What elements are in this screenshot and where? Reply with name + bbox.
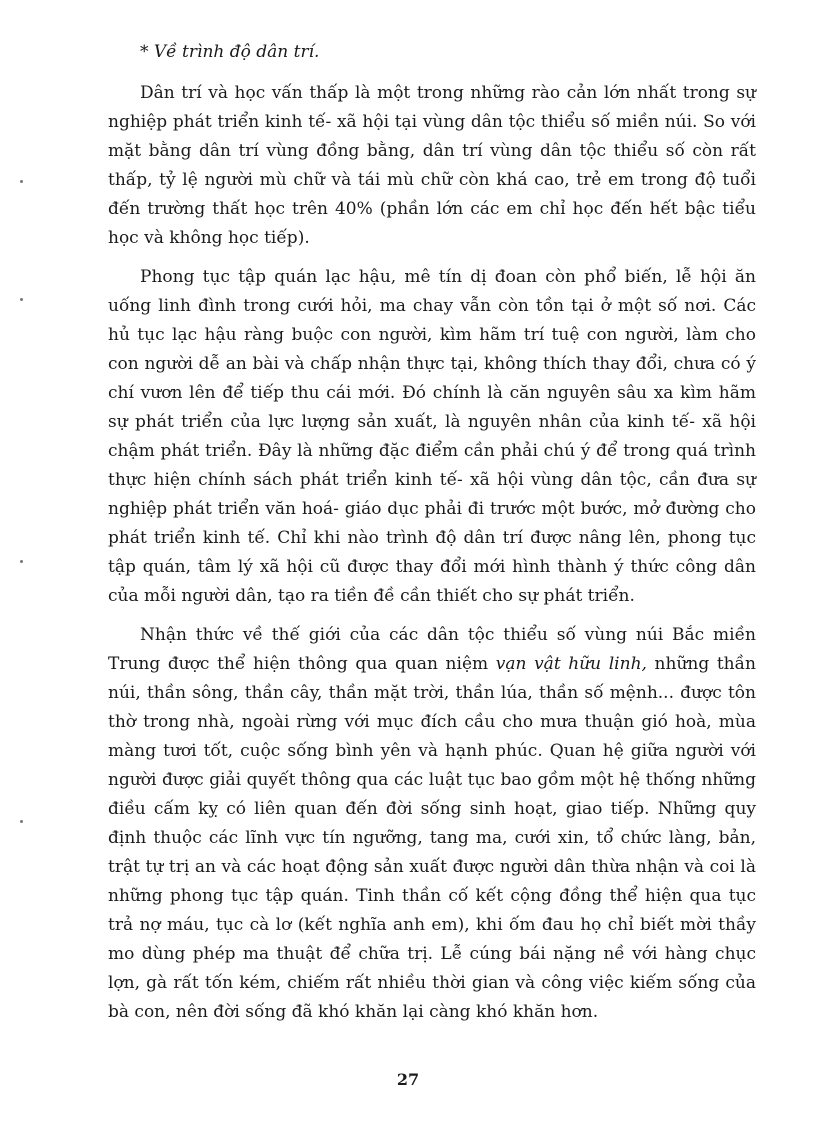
paragraph-worldview-italic: vạn vật hữu linh, <box>495 654 647 674</box>
paragraph-customs: Phong tục tập quán lạc hậu, mê tín dị đoan còn phổ biến, lễ hội ăn uống linh đình trong cưới hỏi, ma chay vẫn còn tồn tại ở một số nơi. Các hủ tục lạc hậu ràng buộc con người, kìm hãm trí tuệ con người, làm cho con người dễ an bài và chấp nhận thực tại, không thích thay đổi, chưa có ý chí vươn lên để tiếp thu cái mới. Đó chính là căn nguyên sâu xa kìm hãm sự phát triển của lực lượng sản xuất, là nguyên nhân của kinh tế- xã hội chậm phát triển. Đây là những đặc điểm cần phải chú ý để trong quá trình thực hiện chính sách phát triển kinh tế- xã hội vùng dân tộc, cần đưa sự nghiệp phát triển văn hoá- giáo dục phải đi trước một bước, mở đường cho phát triển kinh tế. Chỉ khi nào trình độ dân trí được nâng lên, phong tục tập quán, tâm lý xã hội cũ được thay đổi mới hình thành ý thức công dân của mỗi người dân, tạo ra tiền đề cần thiết cho sự phát triển. <box>108 267 756 606</box>
page-number: 27 <box>396 1070 420 1089</box>
margin-dot <box>20 180 23 183</box>
margin-dot <box>20 820 23 823</box>
page-body <box>108 38 756 1037</box>
paragraph-worldview-before: Nhận thức về thế giới của các dân tộc thiểu số vùng núi Bắc miền Trung được thể hiện thông qua quan niệm <box>108 625 756 674</box>
margin-dot <box>20 560 23 563</box>
paragraph-worldview-after: những thần núi, thần sông, thần cây, thần mặt trời, thần lúa, thần số mệnh... được tôn thờ trong nhà, ngoài rừng với mục đích cầu cho mưa thuận gió hoà, mùa màng tươi tốt, cuộc sống bình yên và hạnh phúc. Quan hệ giữa người với người được giải quyết thông qua các luật tục bao gồm một hệ thống những điều cấm kỵ có liên quan đến đời sống sinh hoạt, giao tiếp. Những quy định thuộc các lĩnh vực tín ngưỡng, tang ma, cưới xin, tổ chức làng, bản, trật tự trị an và các hoạt động sản xuất được người dân thừa nhận và coi là những phong tục tập quán. Tinh thần cố kết cộng đồng thể hiện qua tục trả nợ máu, tục cà lơ (kết nghĩa anh em), khi ốm đau họ chỉ biết mời thầy mo dùng phép ma thuật để chữa trị. Lễ cúng bái nặng nề với hàng chục lợn, gà rất tốn kém, chiếm rất nhiều thời gian và công việc kiếm sống của bà con, nên đời sống đã khó khăn lại càng khó khăn hơn. <box>108 654 756 1022</box>
section-heading: * Về trình độ dân trí. <box>140 42 320 62</box>
margin-dot <box>20 298 23 301</box>
paragraph-worldview <box>108 621 756 1027</box>
paragraph-literacy: Dân trí và học vấn thấp là một trong những rào cản lớn nhất trong sự nghiệp phát triển kinh tế- xã hội tại vùng dân tộc thiểu số miền núi. So với mặt bằng dân trí vùng đồng bằng, dân trí vùng dân tộc thiểu số còn rất thấp, tỷ lệ người mù chữ và tái mù chữ còn khá cao, trẻ em trong độ tuổi đến trường thất học trên 40% (phần lớn các em chỉ học đến hết bậc tiểu học và không học tiếp). <box>108 83 756 248</box>
